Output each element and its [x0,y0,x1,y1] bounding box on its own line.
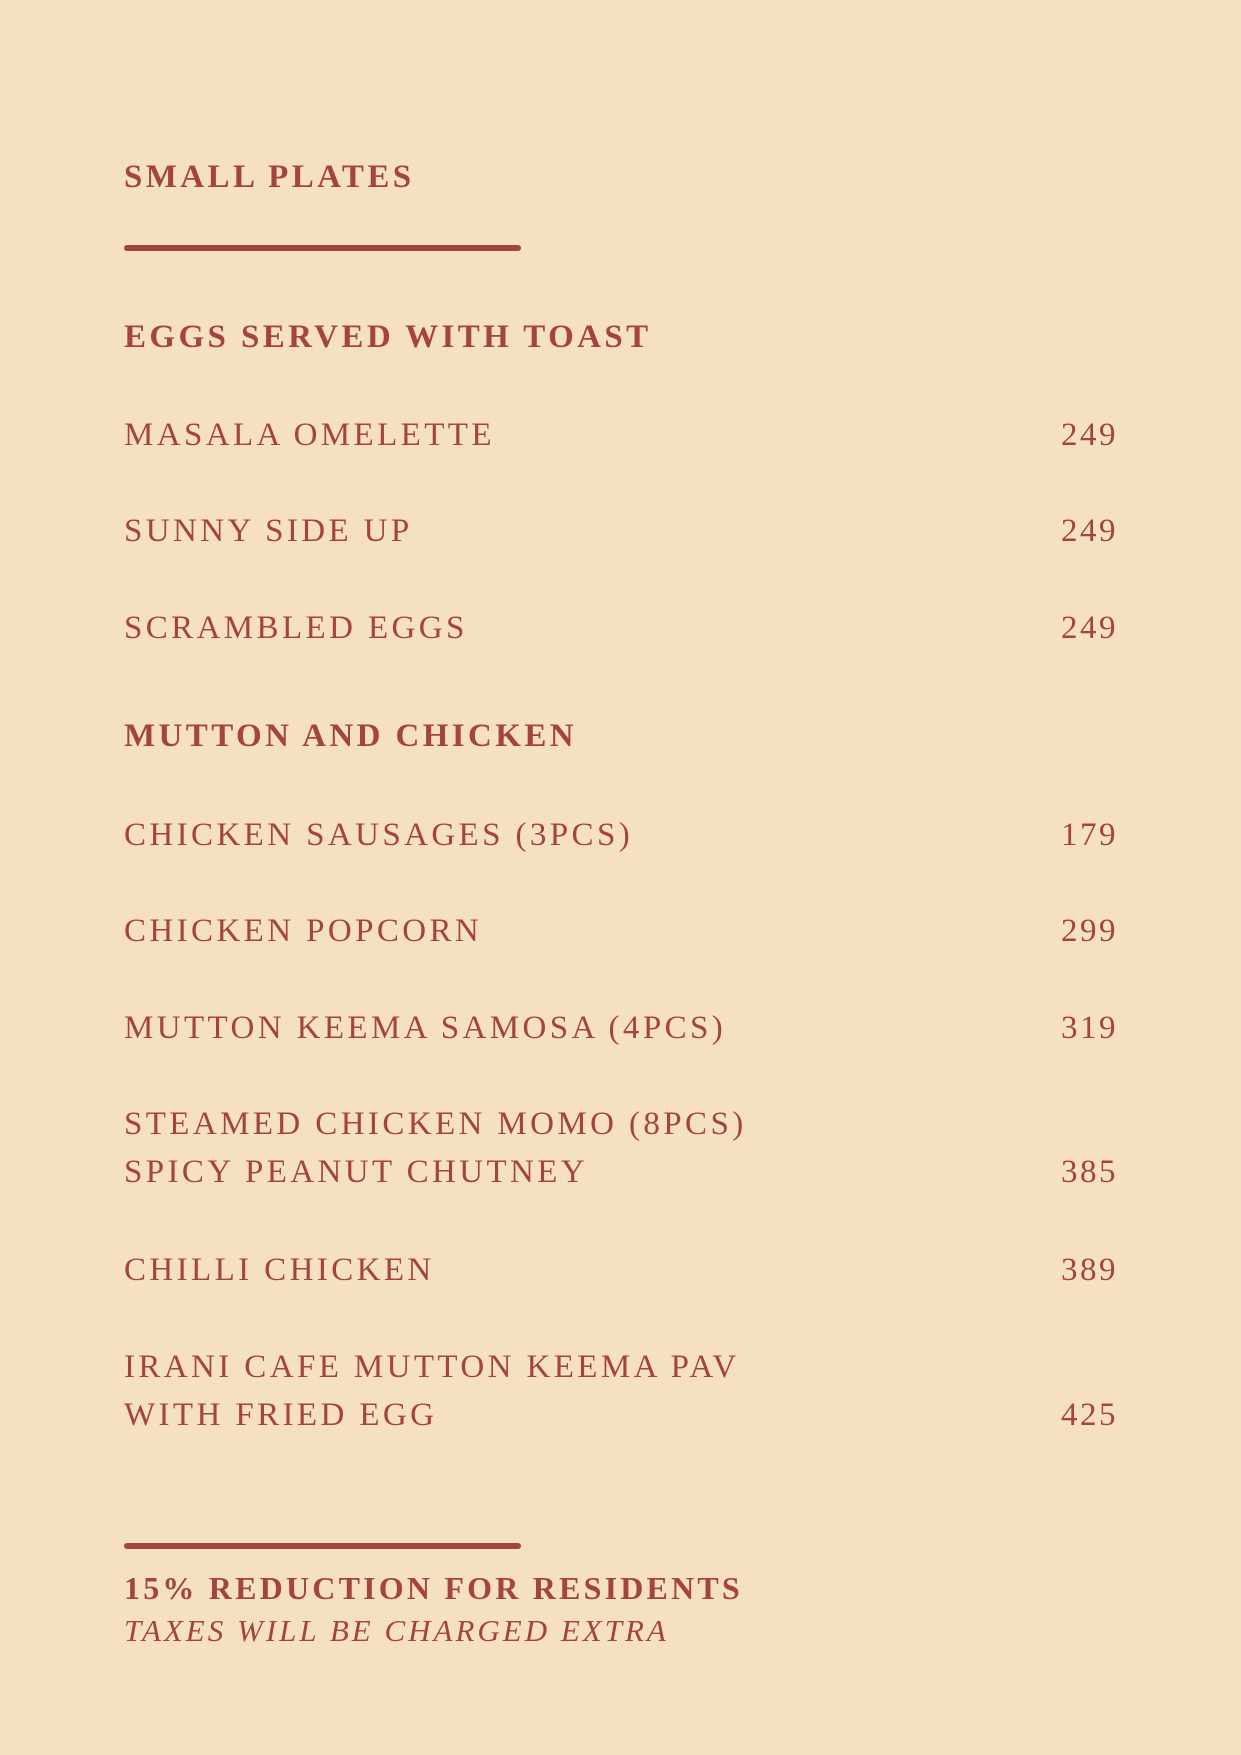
item-name: CHILLI CHICKEN [124,1252,435,1288]
item-price: 425 [1061,1397,1118,1433]
item-price: 299 [1061,913,1118,949]
menu-item [124,1004,1118,1052]
item-name: MUTTON KEEMA SAMOSA (4PCS) [124,1010,727,1046]
menu-item [124,1100,1118,1196]
menu-item [124,1246,1118,1294]
item-name: SUNNY SIDE UP [124,513,413,549]
menu-item [124,907,1118,955]
item-name: CHICKEN SAUSAGES (3PCS) [124,817,634,853]
menu-item [124,604,1118,652]
item-price: 249 [1061,610,1118,646]
item-description: WITH FRIED EGG [124,1397,438,1433]
item-price: 249 [1061,417,1118,453]
item-name: STEAMED CHICKEN MOMO (8PCS) [124,1106,747,1142]
item-price: 179 [1061,817,1118,853]
item-name: SCRAMBLED EGGS [124,610,468,646]
bottom-divider [124,1543,521,1549]
item-description: SPICY PEANUT CHUTNEY [124,1154,589,1190]
item-price: 389 [1061,1252,1118,1288]
item-price: 385 [1061,1154,1118,1190]
item-name: MASALA OMELETTE [124,417,495,453]
menu-item [124,507,1118,555]
menu-title: SMALL PLATES [124,159,415,195]
taxes-note: TAXES WILL BE CHARGED EXTRA [124,1613,669,1648]
item-name: CHICKEN POPCORN [124,913,483,949]
menu-item [124,811,1118,859]
resident-discount-note: 15% REDUCTION FOR RESIDENTS [124,1570,743,1606]
item-price: 319 [1061,1010,1118,1046]
item-name: IRANI CAFE MUTTON KEEMA PAV [124,1349,740,1385]
menu-item [124,411,1118,459]
menu-item [124,1343,1118,1439]
top-divider [124,245,521,251]
item-price: 249 [1061,513,1118,549]
section-heading-mutton-chicken: MUTTON AND CHICKEN [124,718,577,754]
section-heading-eggs: EGGS SERVED WITH TOAST [124,319,652,355]
